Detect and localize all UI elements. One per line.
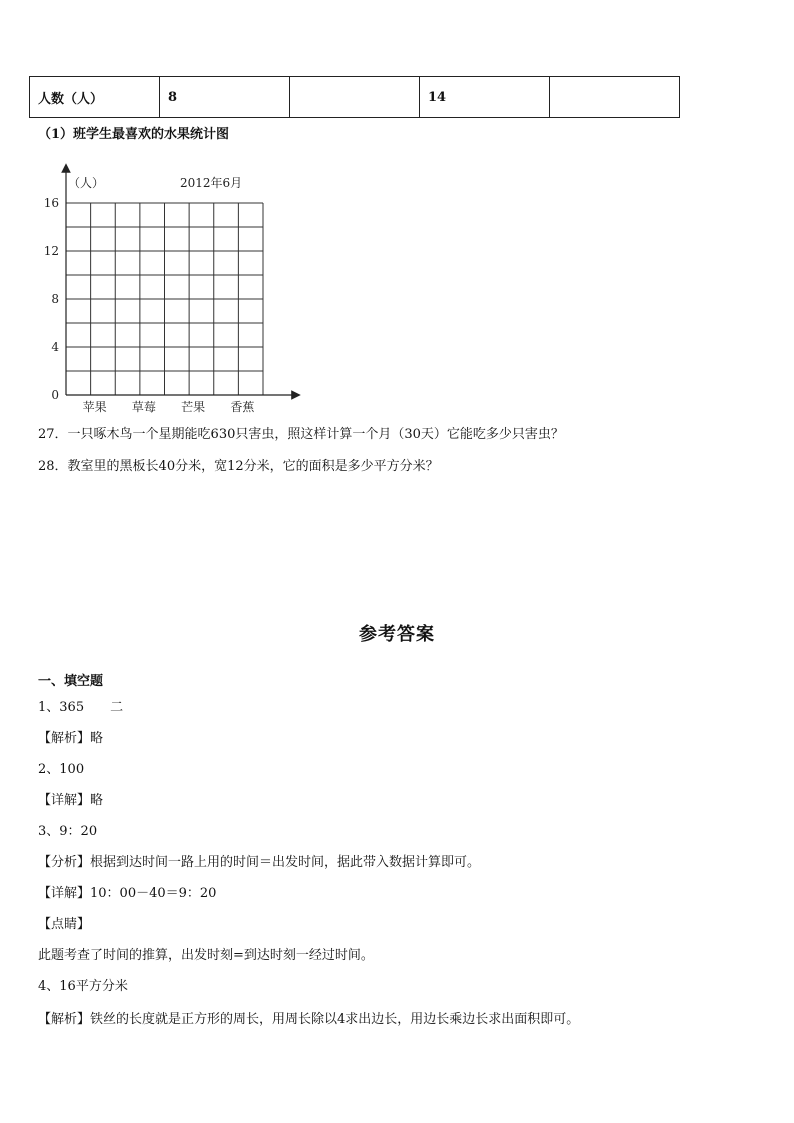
x-category-label: 香蕉 <box>230 400 255 414</box>
answer-line: 4、16平方分米 <box>38 979 128 994</box>
table-cell-header: 人数（人） <box>30 77 160 118</box>
x-category-label: 芒果 <box>181 400 206 414</box>
x-category-label: 草莓 <box>131 400 156 414</box>
question-28: 28．教室里的黑板长40分米，宽12分米，它的面积是多少平方分米？ <box>38 459 439 474</box>
table-row <box>30 77 680 118</box>
y-tick-label: 0 <box>51 388 59 402</box>
answer-line: 【解析】略 <box>38 731 104 746</box>
data-table <box>29 76 680 118</box>
answer-line: 2、100 <box>38 762 85 777</box>
answer-line: 【详解】略 <box>38 793 104 808</box>
answer-line: 1、365 二 <box>38 700 124 715</box>
answer-line: 【详解】10：00－40＝9：20 <box>38 886 217 901</box>
y-tick-label: 16 <box>43 196 59 210</box>
table-cell <box>550 77 680 118</box>
y-tick-label: 8 <box>51 292 59 306</box>
y-tick-label: 4 <box>51 340 59 354</box>
answer-line: 【解析】铁丝的长度就是正方形的周长，用周长除以4求出边长，用边长乘边长求出面积即可。 <box>38 1012 580 1027</box>
answers-title: 参考答案 <box>359 624 435 645</box>
y-axis-label: （人） <box>68 176 105 190</box>
table-cell <box>290 77 420 118</box>
answer-line: 【分析】根据到达时间一路上用的时间＝出发时间，据此带入数据计算即可。 <box>38 855 481 870</box>
table-cell: 8 <box>160 77 290 118</box>
answers-section-heading: 一、填空题 <box>38 674 104 689</box>
answer-line: 3、9：20 <box>38 824 98 839</box>
chart-caption: （1）班学生最喜欢的水果统计图 <box>38 127 230 142</box>
chart-title: 2012年6月 <box>180 176 243 190</box>
answer-line: 此题考查了时间的推算，出发时刻=到达时刻一经过时间。 <box>38 948 374 963</box>
bar-chart-grid <box>30 160 320 420</box>
table-cell: 14 <box>420 77 550 118</box>
answer-line: 【点睛】 <box>38 917 91 932</box>
question-27: 27．一只啄木鸟一个星期能吃630只害虫，照这样计算一个月（30天）它能吃多少只害虫？ <box>38 427 564 442</box>
y-tick-label: 12 <box>43 244 59 258</box>
x-category-label: 苹果 <box>82 400 107 414</box>
